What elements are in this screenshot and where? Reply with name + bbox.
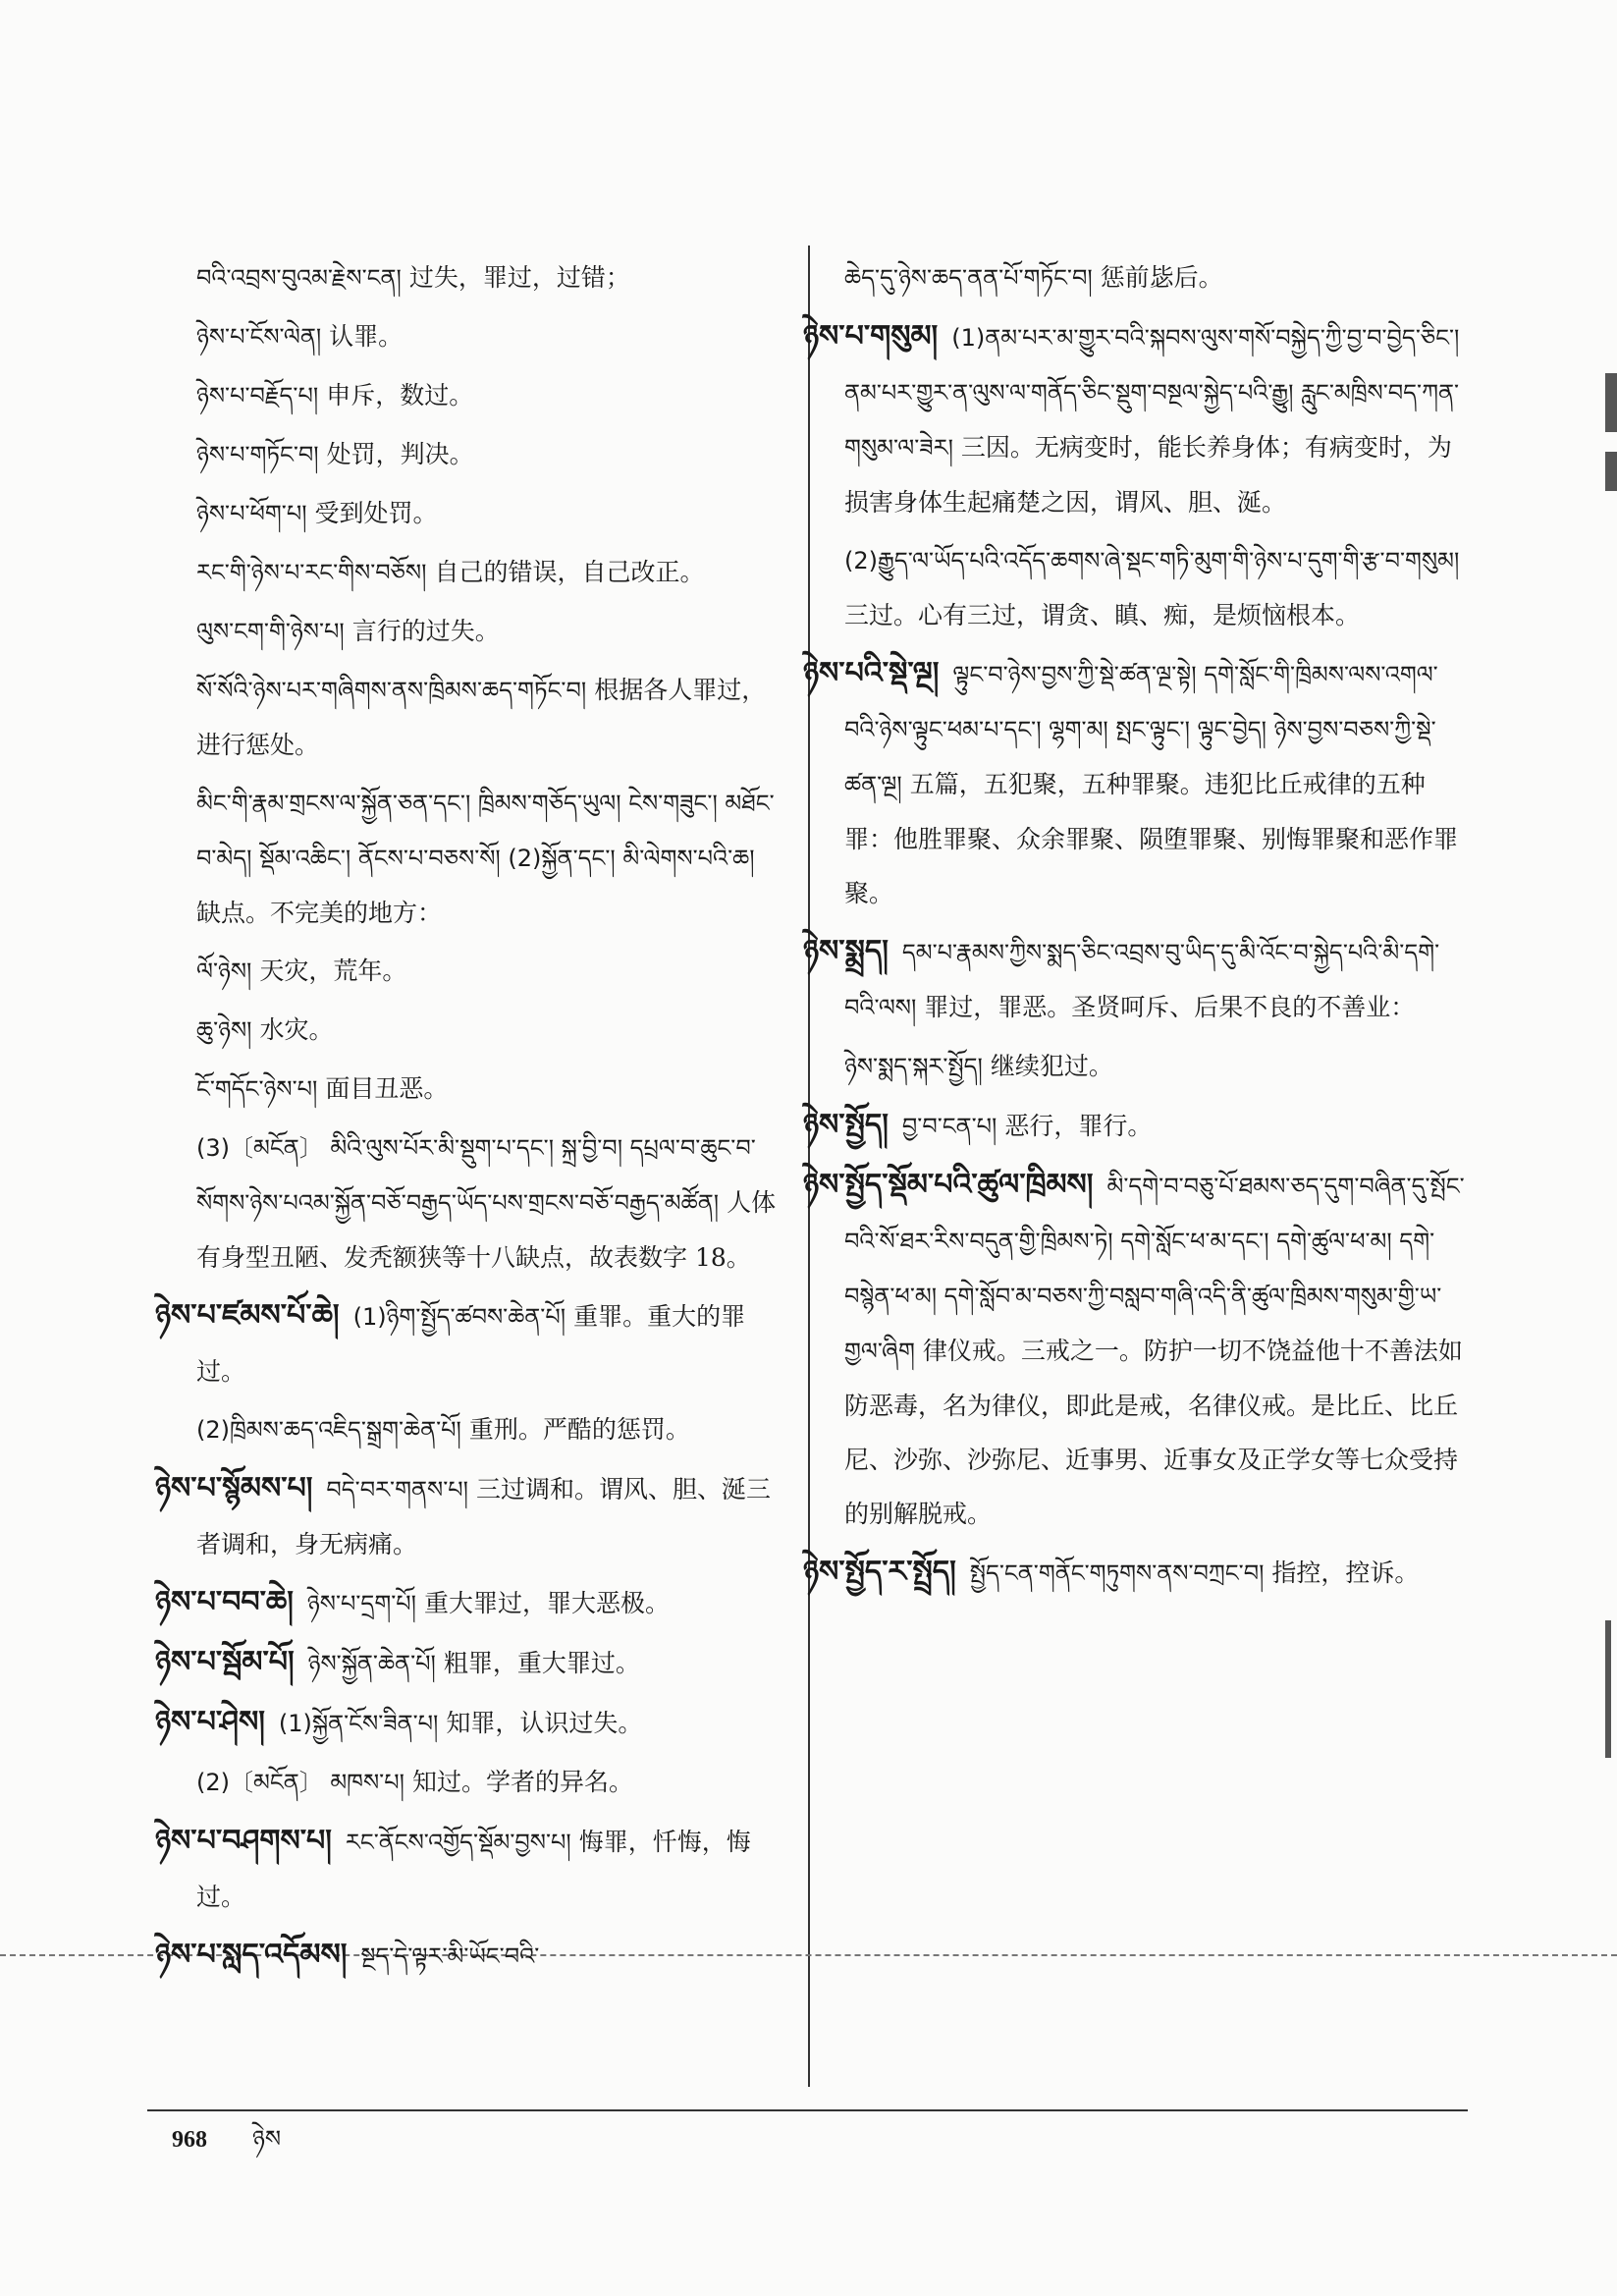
running-head: ཉེས: [252, 2125, 282, 2153]
page-footer: [172, 2113, 289, 2179]
entry-headword: ཉེས་པ་ཛམས་པོ་ཆེ།: [155, 1298, 340, 1333]
dictionary-entry: [155, 1814, 785, 1924]
entry-tibetan-definition: རང་གི་ཉེས་པ་རང་གིས་བཅོས།: [196, 559, 427, 586]
entry-tibetan-definition: སོ་སོའི་ཉེས་པར་གཞིགས་ནས་ཁྲིམས་ཆད་གཏོང་བ།: [196, 677, 587, 704]
entry-tibetan-definition: (2)ཁྲིམས་ཆད་འཇིད་སྒྲག་ཆེན་པོ།: [196, 1416, 461, 1444]
left-column: [155, 250, 785, 1984]
entry-tibetan-definition: ལུས་ངག་གི་ཉེས་པ།: [196, 618, 345, 645]
entry-chinese-gloss: 指控，控诉。: [1271, 1558, 1420, 1587]
entry-chinese-gloss: 知罪，认识过失。: [446, 1709, 643, 1737]
dictionary-entry: [196, 1062, 785, 1117]
entry-tibetan-definition: སྔད་དེ་ལྟར་མི་ཡོང་བའི་: [360, 1942, 540, 1970]
entry-chinese-gloss: 三过。心有三过，谓贪、瞋、痴，是烦恼根本。: [844, 601, 1361, 629]
entry-chinese-gloss: 根据各人罪过，进行惩处。: [196, 676, 767, 759]
entry-headword: ཉེས་པ་ཤེས།: [155, 1705, 265, 1739]
entry-chinese-gloss: 重大罪过，罪大恶极。: [423, 1589, 670, 1617]
entry-tibetan-definition: བདེ་བར་གནས་པ།: [326, 1476, 468, 1503]
dictionary-entry: [196, 944, 785, 999]
entry-chinese-gloss: 人体有身型丑陋、发秃额狭等十八缺点，故表数字 18。: [196, 1188, 777, 1272]
entry-tibetan-definition: (2)〔མངོན〕 མཁས་པ།: [196, 1769, 404, 1796]
entry-tibetan-definition: (3)〔མངོན〕 མིའི་ལུས་པོར་མི་སྡུག་པ་དང་། སྐྲ་བྱི་བ། དཔྲལ་བ་ཆུང་བ་སོགས་ཉེས་པའམ་སྐྱོན་བཅོ་བརྒྱད་ཡོད་པས་གྲངས་བཅོ་བརྒྱད་མཚོན།: [196, 1134, 756, 1217]
dictionary-entry: [155, 1288, 785, 1398]
dictionary-entry: [196, 1402, 785, 1457]
entry-tibetan-definition: དམ་པ་རྣམས་ཀྱིས་སྨད་ཅིང་འབྲས་བུ་ཡིད་དུ་མི་འོང་བ་སྐྱེད་པའི་མི་དགེ་བའི་ལས།: [844, 939, 1440, 1021]
entry-headword: ཉེས་པ་སླད་འདོམས།: [155, 1938, 348, 1972]
column-divider: [808, 246, 810, 2087]
dictionary-entry: [803, 1158, 1473, 1541]
entry-tibetan-definition: ངོ་གདོང་ཉེས་པ།: [196, 1075, 318, 1103]
entry-chinese-gloss: 粗罪，重大罪过。: [443, 1649, 640, 1677]
entry-tibetan-definition: ཉེས་སྨད་སྐར་སྤྱོད།: [844, 1053, 983, 1080]
entry-chinese-gloss: 重罪。重大的罪过。: [196, 1302, 746, 1386]
dictionary-entry: [196, 663, 785, 772]
entry-chinese-gloss: 知过。学者的异名。: [411, 1768, 633, 1796]
dictionary-entry: [844, 533, 1473, 642]
dictionary-entry: [196, 486, 785, 541]
entry-headword: ཉེས་པ་བབ་ཆེ།: [155, 1585, 294, 1619]
entry-chinese-gloss: 天灾，荒年。: [259, 957, 407, 985]
entry-chinese-gloss: 恶行，罪行。: [1004, 1112, 1153, 1140]
entry-headword: ཉེས་པ་བཤགས་པ།: [155, 1824, 332, 1858]
entry-tibetan-definition: སྤྱོད་ངན་གནོང་གཏུགས་ནས་བཀྲང་བ།: [969, 1559, 1265, 1587]
entry-tibetan-definition: བའི་འབྲས་བུའམ་རྗེས་ངན།: [196, 264, 402, 292]
scan-edge-mark: [1605, 1620, 1611, 1758]
entry-headword: ཉེས་པའི་སྡེ་ལྔ།: [803, 656, 940, 690]
dictionary-entry: [155, 1461, 785, 1571]
entry-chinese-gloss: 继续犯过。: [990, 1052, 1113, 1080]
entry-tibetan-definition: ཉེས་སྐྱོན་ཆེན་པོ།: [307, 1650, 436, 1677]
dictionary-entry: [196, 1003, 785, 1058]
entry-chinese-gloss: 申斥，数过。: [326, 381, 474, 410]
dictionary-entry: [196, 1755, 785, 1810]
entry-tibetan-definition: མིང་གི་རྣམ་གྲངས་ལ་སྐྱོན་ཅན་དང་། ཁྲིམས་གཅོད་ཡུལ། ངེས་གཟུང་། མཐོང་བ་མེད། སྡོམ་འཆིང་། ནོངས་པ་བཅས་སོ། (2)སྐྱོན་དང་། མི་ལེགས་པའི་ཆ།: [196, 790, 775, 872]
entry-headword: ཉེས་སྤྱོད།: [803, 1108, 889, 1142]
entry-tibetan-definition: ཉེས་པ་གཏོང་བ།: [196, 441, 319, 468]
entry-chinese-gloss: 认罪。: [329, 322, 404, 351]
dictionary-entry: [155, 1575, 785, 1631]
entry-chinese-gloss: 自己的错误，自己改正。: [434, 558, 705, 586]
dictionary-entry: [196, 1121, 785, 1285]
dictionary-entry: [803, 924, 1473, 1035]
entry-headword: ཉེས་སྨྲད།: [803, 934, 889, 968]
entry-tibetan-definition: ཉེས་པ་བརྗོད་པ།: [196, 382, 319, 410]
entry-chinese-gloss: 罪过，罪恶。圣贤呵斥、后果不良的不善业：: [924, 993, 1416, 1021]
entry-headword: ཉེས་པ་གསུམ།: [803, 319, 939, 354]
dictionary-entry: [803, 1098, 1473, 1154]
entry-chinese-gloss: 过失，罪过，过错；: [408, 263, 630, 292]
entry-tibetan-definition: ཆེད་དུ་ཉེས་ཆད་ནན་པོ་གཏོང་བ།: [844, 264, 1093, 292]
entry-tibetan-definition: བྱ་བ་ངན་པ།: [901, 1113, 997, 1140]
dictionary-entry: [844, 250, 1473, 305]
dictionary-entry: [196, 545, 785, 600]
entry-chinese-gloss: 律仪戒。三戒之一。防护一切不饶益他十不善法如防恶毒，名为律仪，即此是戒，名律仪戒。是比丘、比丘尼、沙弥、沙弥尼、近事男、近事女及正学女等七众受持的别解脱戒。: [844, 1337, 1463, 1528]
entry-chinese-gloss: 处罚，判决。: [326, 440, 474, 468]
entry-tibetan-definition: (1)སྐྱོན་ངོས་ཟིན་པ།: [278, 1710, 439, 1737]
dictionary-entry: [196, 250, 785, 305]
entry-tibetan-definition: ལོ་ཉེས།: [196, 957, 252, 985]
right-column: [803, 250, 1473, 1601]
page-number: 968: [172, 2127, 207, 2153]
entry-tibetan-definition: ཉེས་པ་ངོས་ལེན།: [196, 323, 322, 351]
dictionary-entry: [196, 427, 785, 482]
entry-tibetan-definition: ལྟུང་བ་ཉེས་བྱས་ཀྱི་སྡེ་ཚན་ལྔ་སྟེ། དགེ་སློང་གི་ཁྲིམས་ལས་འགལ་བའི་ཉེས་ལྟུང་ཕམ་པ་དང་། ལྷག་མ། སྤང་ལྟུང་། ལྟུང་བྱེད། ཉེས་བྱས་བཅས་ཀྱི་སྡེ་ཚན་ལྔ།: [844, 661, 1438, 798]
entry-chinese-gloss: 言行的过失。: [351, 617, 500, 645]
dictionary-entry: [803, 646, 1473, 920]
dictionary-entry: [196, 776, 785, 940]
entry-chinese-gloss: 面目丑恶。: [325, 1074, 449, 1103]
entry-chinese-gloss: 受到处罚。: [314, 499, 438, 527]
entry-chinese-gloss: 重刑。严酷的惩罚。: [468, 1415, 690, 1444]
dictionary-entry: [196, 368, 785, 423]
entry-headword: ཉེས་པ་སྦོམ་པོ།: [155, 1645, 295, 1679]
entry-tibetan-definition: ཉེས་པ་ཕོག་པ།: [196, 500, 307, 527]
entry-chinese-gloss: 缺点。不完美的地方：: [196, 899, 443, 927]
entry-tibetan-definition: (2)རྒྱུད་ལ་ཡོད་པའི་འདོད་ཆགས་ཞེ་སྡང་གཏི་མུག་གི་ཉེས་པ་དུག་གི་རྩ་བ་གསུམ།: [844, 547, 1460, 574]
scan-edge-mark: [1605, 452, 1617, 491]
dictionary-entry: [155, 1635, 785, 1691]
entry-tibetan-definition: རང་ནོངས་འགྱོད་སྡོམ་བྱས་པ།: [345, 1829, 571, 1856]
dictionary-entry: [196, 309, 785, 364]
entry-chinese-gloss: 三过调和。谓风、胆、涎三者调和，身无病痛。: [196, 1475, 771, 1558]
scan-edge-mark: [1605, 373, 1617, 432]
entry-tibetan-definition: (1)ཉིག་སྤྱོད་ཚབས་ཆེན་པོ།: [352, 1303, 566, 1331]
entry-chinese-gloss: 惩前毖后。: [1100, 263, 1223, 292]
footer-rule: [147, 2109, 1468, 2111]
dictionary-entry: [155, 1928, 785, 1984]
entry-chinese-gloss: 三因。无病变时，能长养身体；有病变时，为损害身体生起痛楚之因，谓风、胆、涎。: [844, 433, 1452, 517]
dictionary-entry: [844, 1039, 1473, 1094]
dictionary-entry: [155, 1695, 785, 1751]
entry-chinese-gloss: 悔罪，忏悔，悔过。: [196, 1828, 751, 1911]
entry-tibetan-definition: ཆུ་ཉེས།: [196, 1016, 252, 1044]
entry-chinese-gloss: 五篇，五犯聚，五种罪聚。违犯比丘戒律的五种罪：他胜罪聚、众余罪聚、陨堕罪聚、别悔罪聚和恶作罪聚。: [844, 770, 1459, 907]
dictionary-entry: [196, 604, 785, 659]
dictionary-entry: [803, 309, 1473, 529]
entry-chinese-gloss: 水灾。: [259, 1015, 334, 1044]
entry-tibetan-definition: (1)ནམ་པར་མ་གྱུར་བའི་སྐབས་ལུས་གསོ་བསྐྱེད་ཀྱི་བྱ་བ་བྱེད་ཅིང་། ནམ་པར་གྱུར་ན་ལུས་ལ་གནོད་ཅིང་སྡུག་བསྔལ་སྐྱེད་པའི་རྒྱུ། རླུང་མཁྲིས་བད་ཀན་གསུམ་ལ་ཟེར།: [844, 324, 1460, 462]
entry-headword: ཉེས་པ་སྙོམས་པ།: [155, 1471, 313, 1505]
entry-headword: ཉེས་སྤྱོད་ར་སྤྲོད།: [803, 1555, 956, 1589]
dictionary-entry: [803, 1545, 1473, 1601]
entry-tibetan-definition: མི་དགེ་བ་བཅུ་པོ་ཐམས་ཅད་དུག་བཞིན་དུ་སྤོང་བའི་སོ་ཐར་རིས་བདུན་གྱི་ཁྲིམས་ཏེ། དགེ་སློང་ཕ་མ་དང་། དགེ་ཚུལ་ཕ་མ། དགེ་བསྙེན་ཕ་མ། དགེ་སློབ་མ་བཅས་ཀྱི་བསླབ་གཞི་འདི་ནི་ཚུལ་ཁྲིམས་གསུམ་གྱི་ཡ་གྱལ་ཞིག: [844, 1173, 1465, 1365]
entry-headword: ཉེས་སྤྱོད་སྡོམ་པའི་ཚུལ་ཁྲིམས།: [803, 1168, 1094, 1202]
entry-tibetan-definition: ཉེས་པ་དྲག་པོ།: [306, 1590, 416, 1617]
